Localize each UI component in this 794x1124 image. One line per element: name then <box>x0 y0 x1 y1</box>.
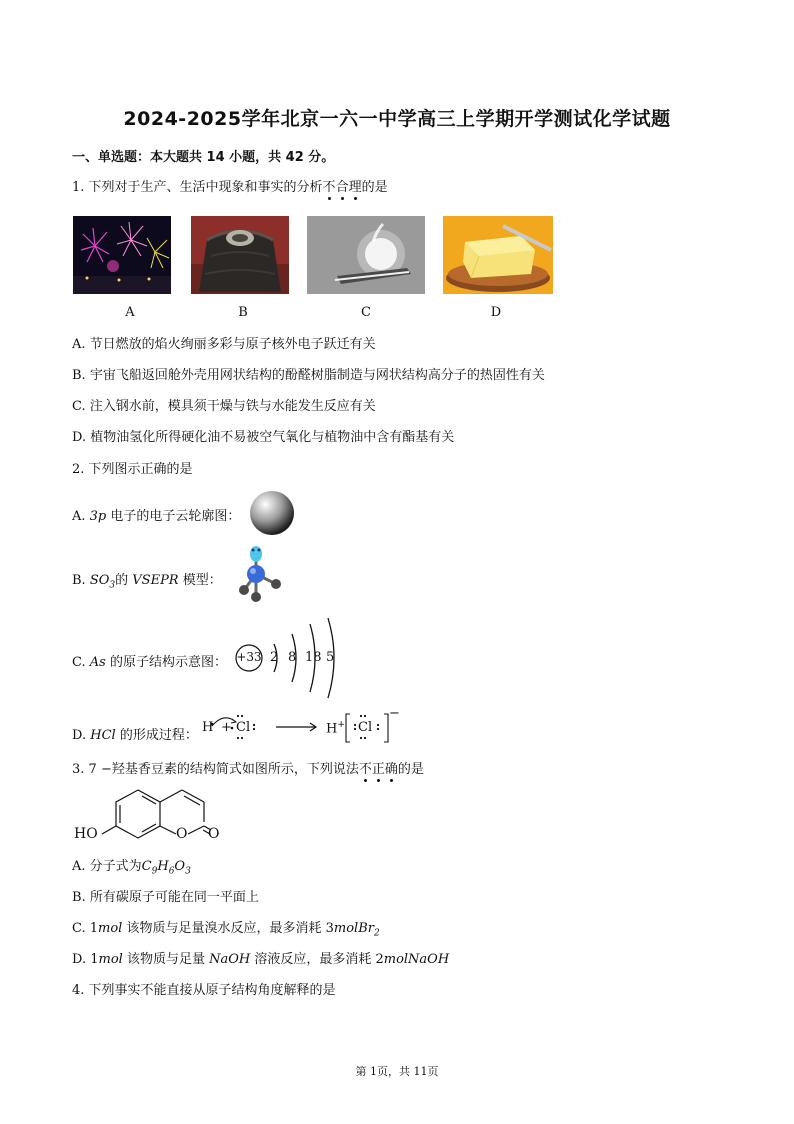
shell-1-electrons: 2 <box>270 650 279 665</box>
shell-2-electrons: 8 <box>288 650 297 665</box>
section-heading: 一、单选题：本大题共 14 小题，共 42 分。 <box>72 150 335 165</box>
question-1-option-c: C. 注入钢水前，模具须干燥与铁与水能发生反应有关 <box>72 399 376 414</box>
question-4-stem: 4. 下列事实不能直接从原子结构角度解释的是 <box>72 983 336 998</box>
question-2-option-a: A. 3p 电子的电子云轮廓图： <box>72 509 241 524</box>
plus-sign: + <box>221 720 232 735</box>
carbonyl-oxygen-label: O <box>208 826 220 842</box>
page-title: 2024-2025学年北京一六一中学高三上学期开学测试化学试题 <box>123 108 671 130</box>
nucleus-charge: +33 <box>236 650 262 664</box>
question-1-option-b: B. 宇宙飞船返回舱外壳用网状结构的酚醛树脂制造与网状结构高分子的热固性有关 <box>72 368 545 383</box>
question-2-option-c: C. As 的原子结构示意图： <box>72 655 227 670</box>
question-1-option-a: A. 节日燃放的焰火绚丽多彩与原子核外电子跃迁有关 <box>72 337 376 352</box>
question-3-stem: 3. 7 −羟基香豆素的结构简式如图所示，下列说法不正确的是 <box>72 758 424 777</box>
h-atom-label: H <box>202 720 214 735</box>
image-caption-b: B <box>238 305 248 320</box>
question-2-option-d: D. HCl 的形成过程： <box>72 728 198 743</box>
3p-orbital-sphere-figure <box>248 490 298 536</box>
page-footer: 第 1页，共 11页 <box>355 1065 439 1078</box>
vsepr-model-figure <box>232 544 284 604</box>
capsule-photo <box>191 216 289 294</box>
question-2-option-b: B. $SO_3$的 VSEPR 模型： <box>72 573 222 591</box>
shell-4-electrons: 5 <box>326 650 335 665</box>
question-2-stem: 2. 下列图示正确的是 <box>72 462 193 477</box>
charge-minus: − <box>389 706 400 721</box>
image-caption-d: D <box>490 305 502 320</box>
margarine-photo <box>443 216 553 294</box>
question-3-option-d: D. 1mol 该物质与足量 NaOH 溶液反应，最多消耗 2molNaOH <box>72 952 450 967</box>
h-ion-label: H+ <box>326 720 345 737</box>
fireworks-photo <box>73 216 171 294</box>
molten-steel-photo <box>307 216 425 294</box>
image-caption-c: C <box>361 305 371 320</box>
coumarin-structure <box>72 782 222 846</box>
hcl-formation-diagram <box>198 706 408 750</box>
shell-3-electrons: 18 <box>305 650 322 665</box>
question-1-stem: 1. 下列对于生产、生活中现象和事实的分析不合理的是 <box>72 176 388 195</box>
image-caption-a: A <box>125 305 135 320</box>
cl-ion-label: Cl <box>358 720 373 735</box>
ho-group-label: HO <box>74 826 98 842</box>
question-3-option-c: C. 1mol 该物质与足量溴水反应，最多消耗 3molBr$_2$ <box>72 921 380 939</box>
ring-oxygen-label: O <box>176 826 188 842</box>
question-1-option-d: D. 植物油氢化所得硬化油不易被空气氧化与植物油中含有酯基有关 <box>72 430 455 445</box>
as-atomic-structure-diagram <box>232 616 342 700</box>
cl-atom-label: Cl <box>236 720 251 735</box>
question-3-option-a: A. 分子式为$C_9H_6O_3$ <box>72 859 191 877</box>
question-3-option-b: B. 所有碳原子可能在同一平面上 <box>72 890 259 905</box>
